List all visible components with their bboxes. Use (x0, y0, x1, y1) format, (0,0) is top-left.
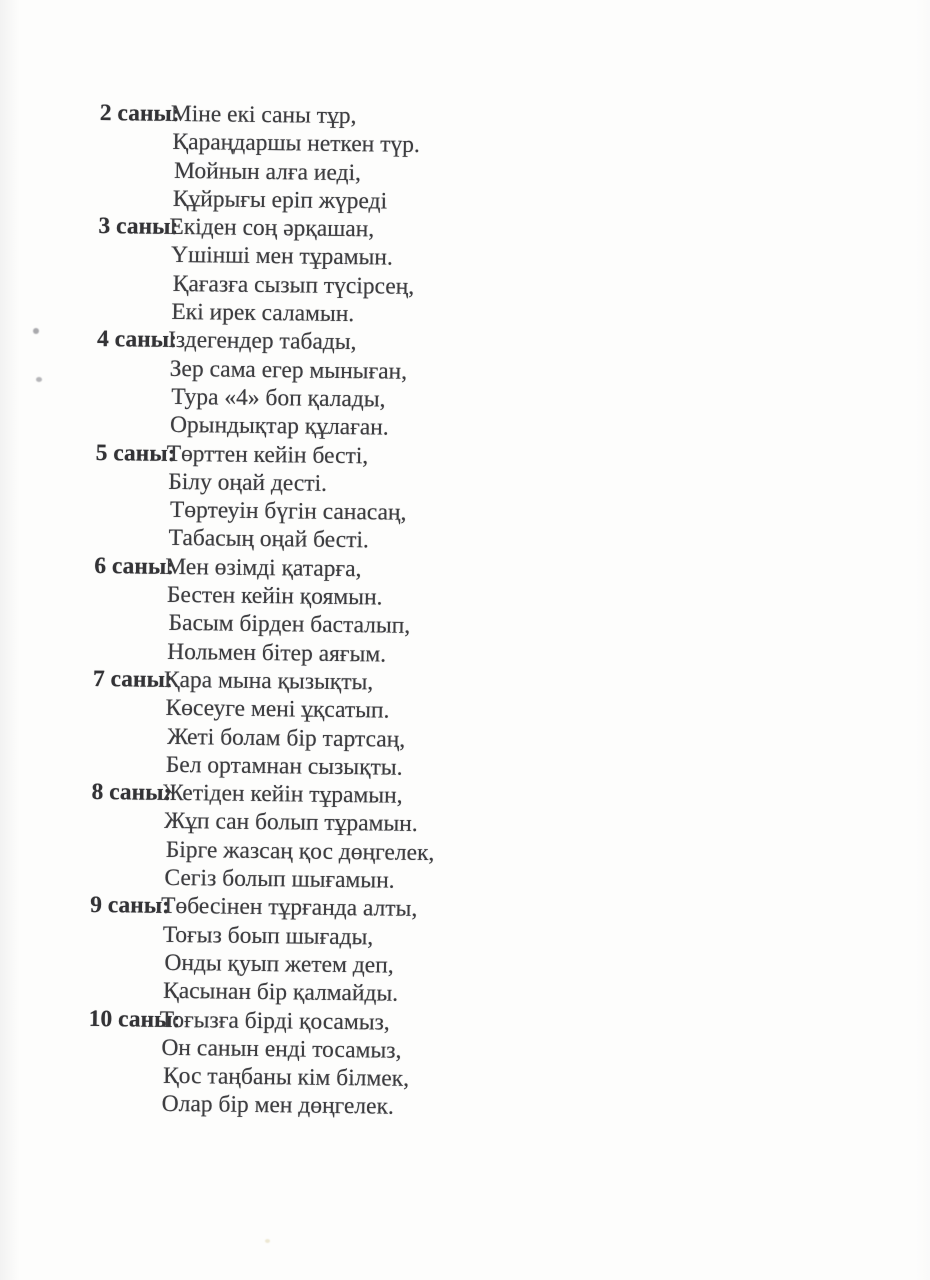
poem-line: Онды қуып жетем деп, (164, 949, 394, 979)
poem-line: Олар бір мен дөңгелек. (161, 1091, 394, 1121)
poem-line: Төртеуін бүгін санасаң, (169, 497, 407, 526)
poem-line: Бірге жазсаң қос дөңгелек, (165, 836, 435, 866)
stanza (99, 99, 444, 216)
poem-line: Құйрығы еріп жүреді (172, 185, 388, 215)
stanza (88, 1004, 433, 1121)
stanza-lines (170, 100, 444, 217)
stanza (97, 212, 442, 329)
poem-line: Бел ортамнан сызықты. (165, 751, 403, 781)
stanza (90, 778, 435, 895)
stanza-label: 6 саны: (94, 552, 175, 580)
stanza (94, 439, 439, 556)
stanza-label: 5 саны: (95, 439, 176, 467)
scan-speck (36, 377, 42, 382)
poem-line: Қағазға сызып түсірсең, (172, 270, 415, 300)
stanza-label: 10 саны: (88, 1005, 181, 1033)
poem-line: Екіден соң әрқашан, (169, 214, 375, 243)
stanza (96, 325, 441, 442)
poem-line: Қара мына қызықты, (163, 666, 374, 696)
poem-line: Үшінші мен тұрамын. (170, 242, 393, 272)
poem-line: Білу оңай десті. (168, 468, 328, 497)
stanza-label: 9 саны: (89, 892, 171, 920)
poem-line: Тоғыз боып шығады, (162, 921, 374, 951)
poem-line: Бестен кейін қоямын. (166, 581, 383, 611)
poem-line: Қос таңбаны кім білмек, (162, 1062, 410, 1092)
stanza (89, 891, 434, 1008)
stanza (93, 552, 438, 669)
stanza-lines (160, 892, 434, 1009)
poem-line: Міне екі саны тұр, (170, 100, 357, 130)
stanza-lines (164, 553, 438, 670)
stanza-lines (159, 1005, 433, 1122)
stanza-label: 8 саны: (91, 779, 172, 807)
poem-line: Жұп сан болып тұрамын. (164, 808, 418, 838)
poem-text (88, 99, 444, 1122)
poem-line: Қараңдаршы неткен түр. (172, 129, 421, 159)
poem-line: Іздегендер табады, (167, 327, 357, 356)
stanza-label: 7 саны: (92, 665, 173, 693)
stanza-label: 3 саны: (98, 213, 179, 241)
poem-line: Зер сама егер мыныған, (169, 355, 408, 385)
poem-line: Мен өзімді қатарға, (165, 553, 362, 582)
poem-line: Төбесінен тұрғанда алты, (160, 893, 418, 923)
poem-line: Жетіден кейін тұрамын, (162, 779, 403, 809)
poem-line: Тура «4» боп қалады, (171, 383, 386, 413)
stanza-lines (161, 779, 435, 896)
poem-line: Мойнын алға иеді, (173, 157, 362, 186)
poem-line: Басым бірден басталып, (168, 610, 411, 640)
stanza-label: 4 саны: (96, 326, 178, 354)
stanza-label: 2 саны: (99, 99, 180, 127)
stanza-lines (168, 213, 442, 330)
poem-line: Екі ирек саламын. (171, 298, 355, 328)
poem-line: Көсеуге мені ұқсатып. (165, 695, 390, 724)
stanza-lines (163, 666, 437, 783)
poem-line: Төрттен кейін бесті, (166, 440, 369, 469)
poem-line: Қасынан бір қалмайды. (162, 978, 399, 1007)
stanza (92, 665, 437, 782)
poem-line: Сегіз болып шығамын. (164, 864, 395, 894)
poem-line: Орындықтар құлаған. (169, 412, 389, 441)
poem-line: Нольмен бітер аяғым. (167, 638, 387, 668)
stanza-lines (165, 439, 439, 556)
scan-speck (265, 1239, 270, 1243)
scan-speck (33, 328, 39, 334)
poem-line: Жеті болам бір тартсаң, (167, 723, 406, 753)
poem-line: Тоғызға бірді қосамыз, (159, 1006, 390, 1036)
poem-line: Он санын енді тосамыз, (161, 1034, 402, 1064)
poem-line: Табасың оңай бесті. (168, 525, 370, 554)
stanza-lines (167, 326, 441, 443)
